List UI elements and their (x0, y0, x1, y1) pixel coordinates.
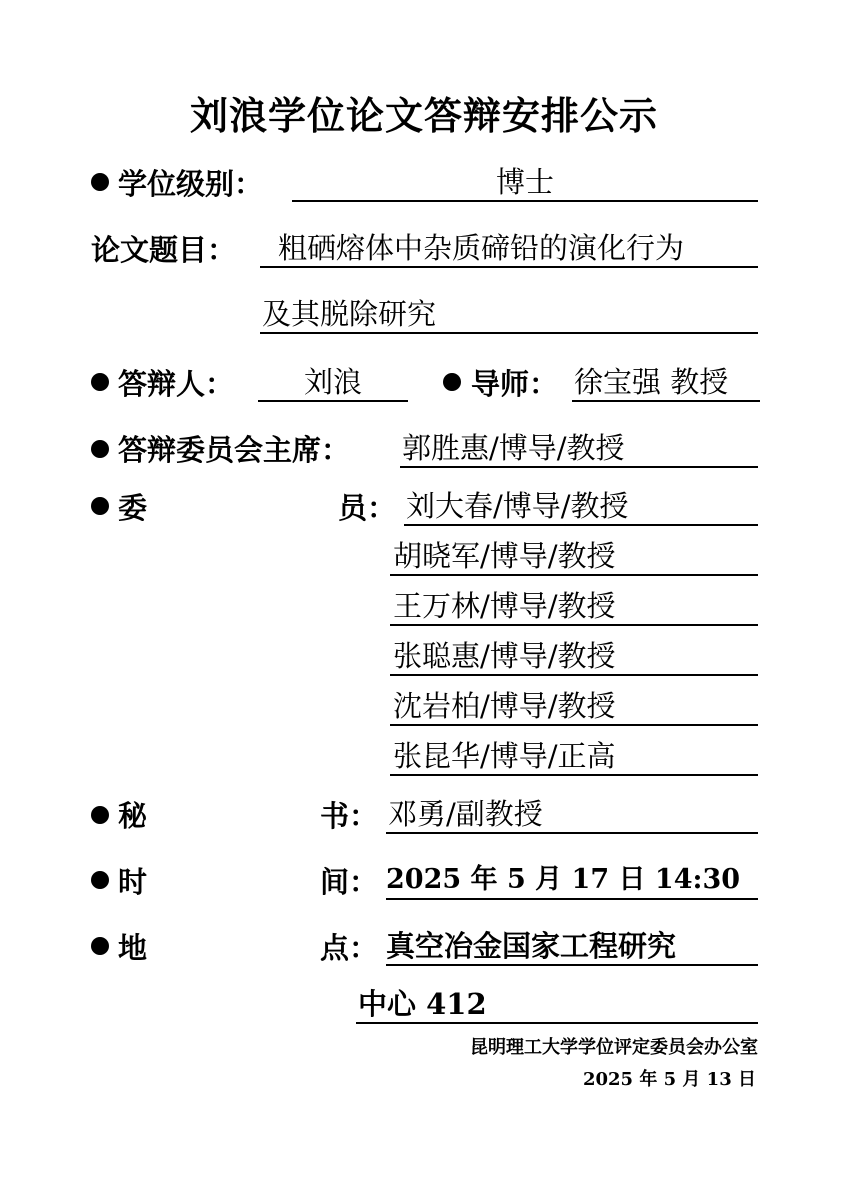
degree-label: 学位级别： (118, 167, 264, 201)
advisor-label: 导师： (471, 367, 559, 401)
member-item: 沈岩柏/博导/教授 (393, 689, 616, 723)
degree-value: 博士 (495, 165, 554, 199)
bullet-icon (91, 373, 109, 391)
bullet-icon (91, 440, 109, 458)
defender-value: 刘浪 (303, 365, 362, 399)
chair-value: 郭胜惠/博导/教授 (402, 431, 625, 465)
bullet-icon (91, 937, 109, 955)
location-value-line-1: 真空冶金国家工程研究 (386, 929, 677, 963)
member-item: 刘大春/博导/教授 (406, 489, 629, 523)
member-item: 王万林/博导/教授 (393, 589, 616, 623)
bullet-icon (91, 806, 109, 824)
members-label-first: 委 (118, 491, 148, 525)
location-label-first: 地 (118, 931, 148, 965)
member-item: 张聪惠/博导/教授 (393, 639, 616, 673)
members-label-second: 员： (338, 491, 397, 525)
time-value: 2025 年 5 月 17 日 14:30 (386, 864, 741, 895)
chair-label: 答辩委员会主席： (118, 433, 351, 467)
defender-label: 答辩人： (118, 367, 235, 401)
advisor-value: 徐宝强 教授 (574, 365, 729, 399)
member-item: 胡晓军/博导/教授 (393, 539, 616, 573)
thesis-title-line-2: 及其脱除研究 (262, 297, 437, 331)
thesis-title-line-1: 粗硒熔体中杂质碲铅的演化行为 (278, 231, 685, 265)
thesis-label: 论文题目： (91, 233, 237, 267)
bullet-icon (443, 373, 461, 391)
page-title: 刘浪学位论文答辩安排公示 (189, 94, 658, 138)
bullet-icon (91, 871, 109, 889)
issue-date: 2025 年 5 月 13 日 (582, 1069, 756, 1090)
bullet-icon (91, 497, 109, 515)
secretary-value: 邓勇/副教授 (388, 797, 543, 831)
bullet-icon (91, 173, 109, 191)
time-label-second: 间： (320, 865, 379, 899)
time-label-first: 时 (118, 865, 148, 899)
member-item: 张昆华/博导/正高 (393, 739, 616, 773)
issuer: 昆明理工大学学位评定委员会办公室 (470, 1037, 758, 1058)
location-label-second: 点： (320, 931, 379, 965)
secretary-label-second: 书： (320, 799, 379, 833)
location-value-line-2: 中心 412 (358, 987, 487, 1021)
secretary-label-first: 秘 (118, 799, 148, 833)
